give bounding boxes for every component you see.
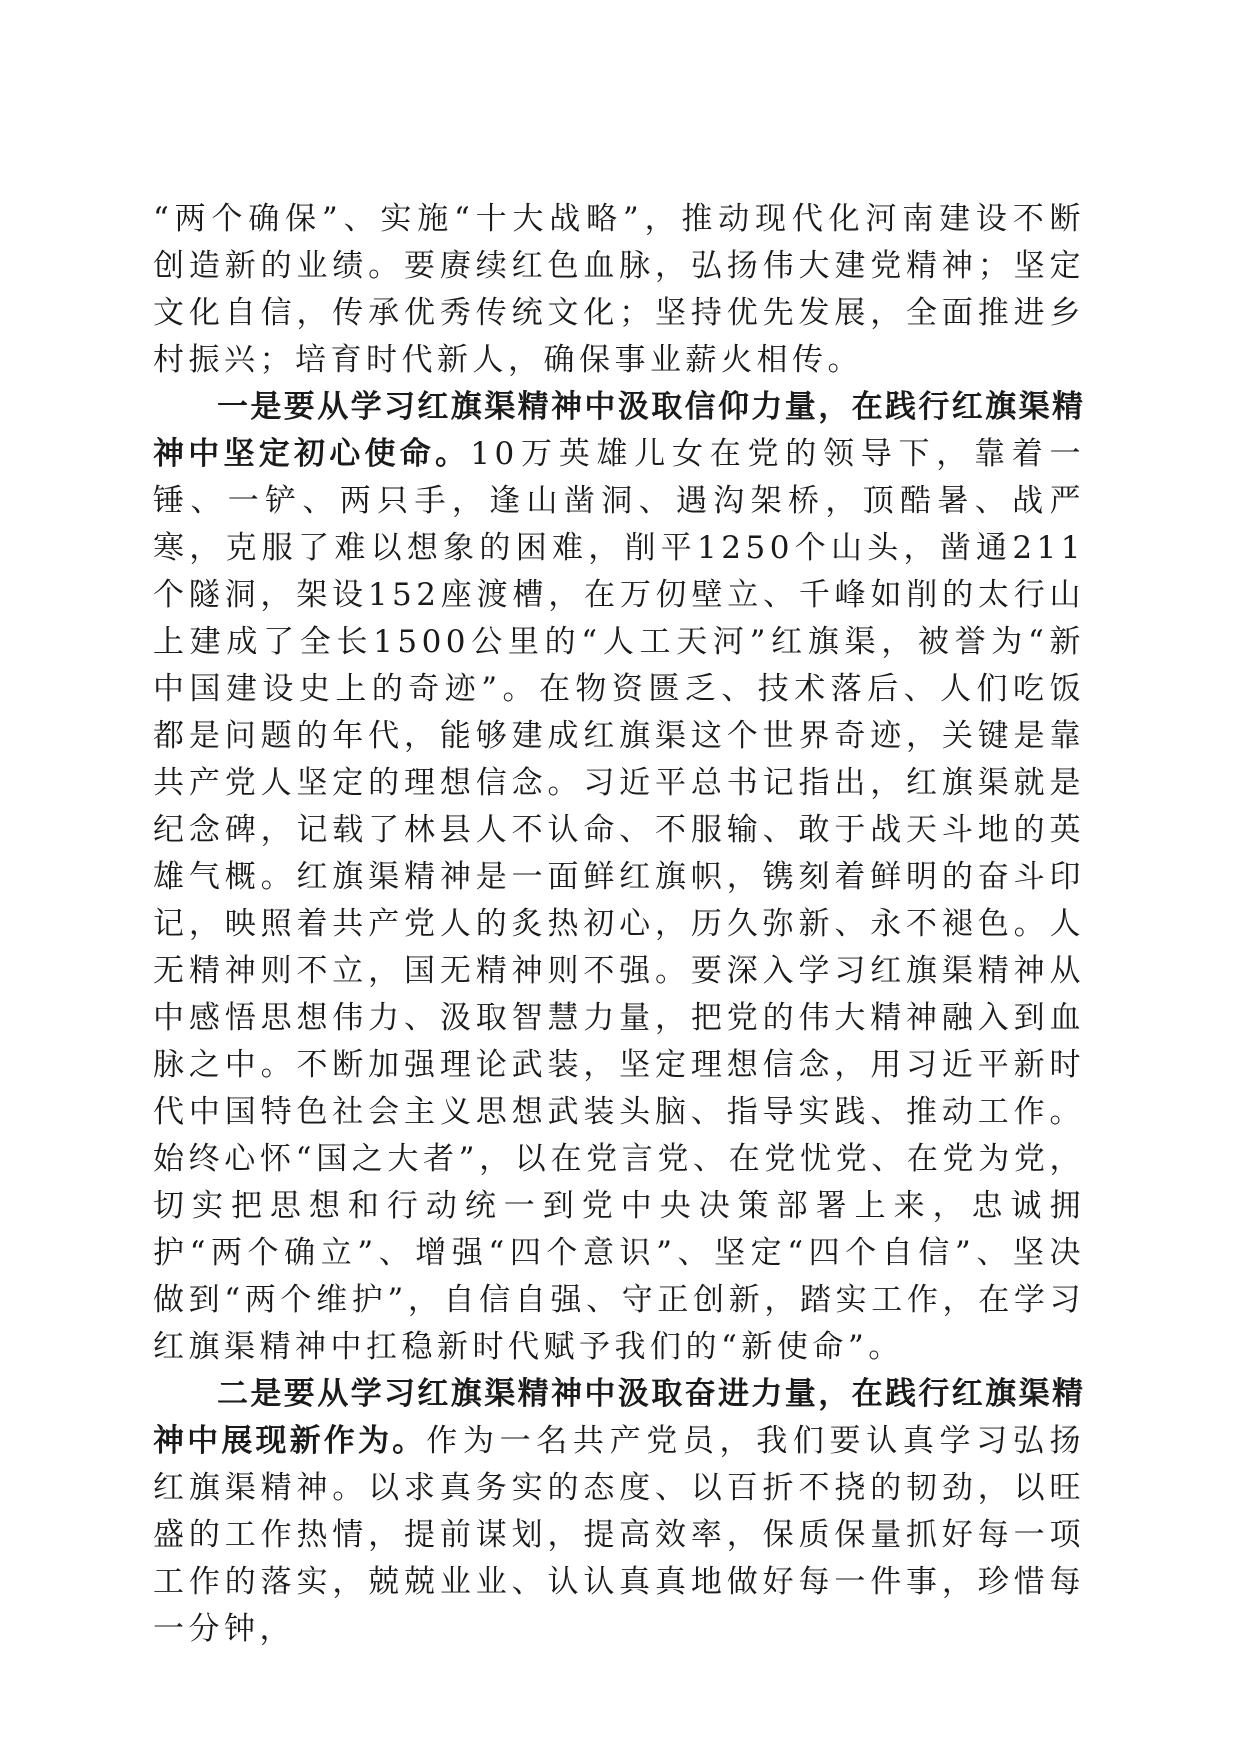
paragraph-2-text: 10万英雄儿女在党的领导下，靠着一锤、一铲、两只手，逢山凿洞、遇沟架桥，顶酷暑、战严寒，克服了难以想象的困难，削平1250个山头，凿通211个隧洞，架设152座渡槽，在万仞壁立、千峰如削的太行山上建成了全长1500公里的“人工天河”红旗渠，被誉为“新中国建设史上的奇迹”。在物资匮乏、技术落后、人们吃饭都是问题的年代，能够建成红旗渠这个世界奇迹，关键是靠共产党人坚定的理想信念。习近平总书记指出，红旗渠就是纪念碑，记载了林县人不认命、不服输、敢于战天斗地的英雄气概。红旗渠精神是一面鲜红旗帜，镌刻着鲜明的奋斗印记，映照着共产党人的炙热初心，历久弥新、永不褪色。人无精神则不立，国无精神则不强。要深入学习红旗渠精神从中感悟思想伟力、汲取智慧力量，把党的伟大精神融入到血脉之中。不断加强理论武装，坚定理想信念，用习近平新时代中国特色社会主义思想武装头脑、指导实践、推动工作。始终心怀“国之大者”，以在党言党、在党忧党、在党为党，切实把思想和行动统一到党中央决策部署上来，忠诚拥护“两个确立”、增强“四个意识”、坚定“四个自信”、坚决做到“两个维护”，自信自强、守正创新，踏实工作，在学习红旗渠精神中扛稳新时代赋予我们的“新使命”。 <box>153 436 1086 1365</box>
paragraph-1-text: “两个确保”、实施“十大战略”，推动现代化河南建设不断创造新的业绩。要赓续红色血脉，弘扬伟大建党精神；坚定文化自信，传承优秀传统文化；坚持优先发展，全面推进乡村振兴；培育时代新人，确保事业薪火相传。 <box>153 201 1085 378</box>
paragraph-1 <box>153 196 1085 384</box>
paragraph-3-text: 作为一名共产党员，我们要认真学习弘扬红旗渠精神。以求真务实的态度、以百折不挠的韧劲，以旺盛的工作热情，提前谋划，提高效率，保质保量抓好每一项工作的落实，兢兢业业、认认真真地做好每一件事，珍惜每一分钟， <box>153 1423 1085 1647</box>
paragraph-3 <box>153 1371 1085 1653</box>
paragraph-3-lead: 二是要从学习红旗渠精神中汲取奋进力量，在践行红旗渠精神中展现新作为。 <box>153 1376 1085 1459</box>
paragraph-2 <box>153 384 1085 1371</box>
paragraph-2-lead: 一是要从学习红旗渠精神中汲取信仰力量，在践行红旗渠精神中坚定初心使命。 <box>153 389 1085 472</box>
document-page <box>153 196 1085 1653</box>
